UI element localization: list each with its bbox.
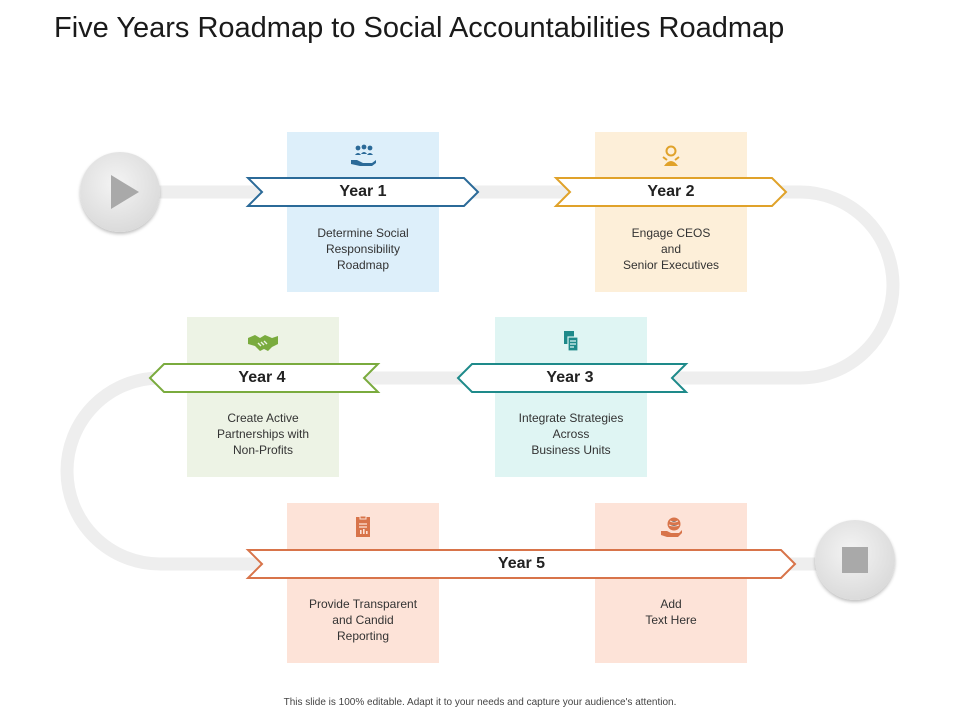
play-button[interactable] — [80, 152, 160, 232]
year1-label: Year 1 — [339, 183, 387, 200]
footer-note: This slide is 100% editable. Adapt it to your needs and capture your audience's attention. — [283, 697, 677, 708]
year4-label: Year 4 — [238, 369, 286, 386]
page-title: Five Years Roadmap to Social Accountabilities Roadmap — [54, 12, 785, 44]
year2-label: Year 2 — [647, 183, 695, 200]
year5-label: Year 5 — [497, 555, 546, 572]
year3-label: Year 3 — [546, 369, 594, 386]
year2-description: Engage CEOS and Senior Executives — [622, 226, 720, 272]
stop-icon — [815, 520, 895, 600]
year5-description-a: Provide Transparent and Candid Reporting — [308, 597, 418, 643]
year3-description: Integrate Strategies Across Business Units — [518, 411, 624, 457]
year4-description: Create Active Partnerships with Non-Profits — [216, 411, 310, 457]
stop-button[interactable] — [815, 520, 895, 600]
year1-description: Determine Social Responsibility Roadmap — [317, 226, 409, 272]
year5-description-b: Add Text Here — [645, 597, 697, 627]
play-icon — [80, 152, 160, 232]
